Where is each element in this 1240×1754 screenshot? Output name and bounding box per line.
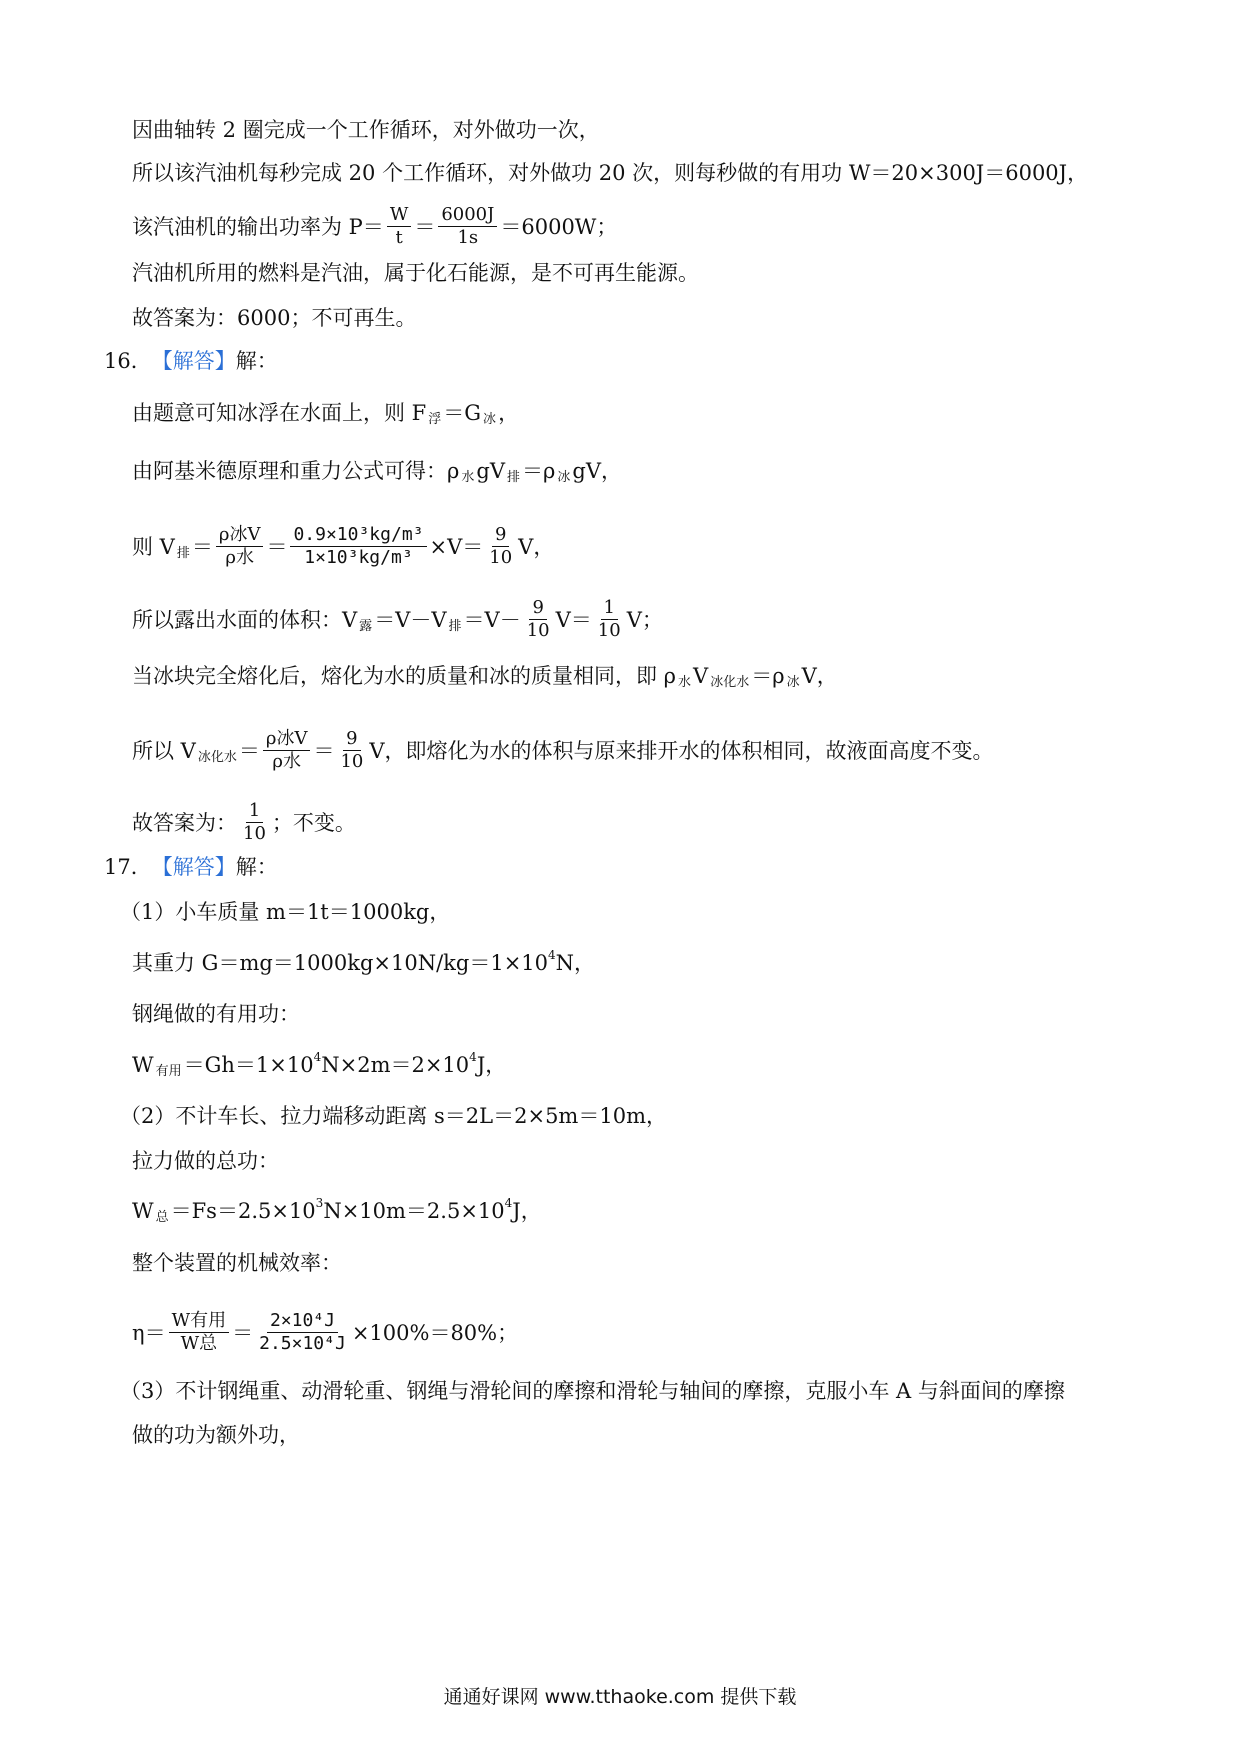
one-tenth-fraction — [595, 597, 624, 642]
equals-sign: ＝ — [313, 738, 335, 763]
subscript: 冰 — [483, 412, 497, 427]
frac-numerator: ρ冰V — [216, 524, 264, 547]
frac-numerator: 1 — [601, 597, 618, 620]
frac-numerator: 9 — [343, 728, 360, 751]
p16-line-2 — [132, 456, 622, 486]
p15-power-fraction — [387, 204, 412, 249]
subscript: 有用 — [155, 1064, 182, 1079]
frac-denominator: 1×10³kg/m³ — [304, 547, 413, 568]
text-run: 则 V — [132, 534, 175, 559]
equals-sign: ＝ — [266, 534, 288, 559]
p17-header — [104, 852, 278, 882]
density-ratio-fraction — [263, 728, 311, 773]
text-run: ＝ρ — [751, 664, 785, 688]
problem-number: 17． — [104, 855, 152, 879]
equals-sign: ＝ — [191, 534, 213, 559]
p15-line-2: 所以该汽油机每秒完成 20 个工作循环，对外做功 20 次，则每秒做的有用功 W＝20×300J＝6000J， — [132, 161, 1089, 185]
p15-l3-pre: 该汽油机的输出功率为 P＝ — [132, 214, 384, 239]
text-run: ；不变。 — [271, 810, 356, 835]
answer-tag: 【解答】 — [151, 349, 236, 373]
superscript: 4 — [313, 1050, 322, 1064]
text-run: V，即熔化为水的体积与原来排开水的体积相同，故液面高度不变。 — [369, 738, 994, 763]
subscript: 排 — [448, 618, 462, 634]
text-run: 由阿基米德原理和重力公式可得：ρ — [132, 459, 460, 483]
text-run: N， — [555, 951, 596, 975]
p17-line-6: 拉力做的总功： — [132, 1149, 279, 1173]
p17-line-3: 钢绳做的有用功： — [132, 1002, 300, 1026]
frac-numerator: ρ冰V — [263, 728, 311, 751]
superscript: 4 — [548, 948, 556, 962]
page-footer: 通通好课网 www.tthaoke.com 提供下载 — [443, 1686, 797, 1708]
p17-line-11: 做的功为额外功， — [132, 1423, 300, 1447]
frac-numerator: W有用 — [169, 1310, 230, 1333]
frac-denominator: 10 — [597, 620, 621, 641]
subscript: 浮 — [428, 412, 442, 427]
frac-denominator: 10 — [489, 547, 513, 568]
text-run: ＝V－ — [463, 607, 521, 632]
frac-numerator: W — [387, 204, 412, 227]
text-run: ＝Fs＝2.5×10 — [170, 1199, 316, 1223]
text-run: 由题意可知冰浮在水面上，则 F — [132, 401, 427, 425]
frac-denominator: ρ水 — [225, 547, 254, 568]
p16-line-4 — [132, 597, 663, 642]
frac-denominator: 10 — [526, 620, 550, 641]
text-run: ×100%＝80%； — [351, 1320, 519, 1345]
frac-numerator: 2×10⁴J — [267, 1310, 338, 1333]
text-run: ＝ρ — [522, 459, 556, 483]
text-run: V， — [801, 664, 838, 688]
p17-line-10: （3）不计钢绳重、动滑轮重、钢绳与滑轮间的摩擦和滑轮与轴间的摩擦，克服小车 A 与斜面间的摩擦 — [120, 1379, 1065, 1403]
density-ratio-fraction — [216, 524, 264, 569]
text-run: 故答案为： — [132, 810, 237, 835]
text-run: V， — [518, 534, 555, 559]
p16-line-6 — [132, 728, 994, 773]
superscript: 4 — [469, 1050, 477, 1064]
subscript: 冰 — [786, 675, 800, 690]
text-run: N×10m＝2.5×10 — [323, 1199, 505, 1223]
frac-denominator: t — [395, 227, 403, 248]
text-run: 其重力 G＝mg＝1000kg×10N/kg＝1×10 — [132, 951, 549, 975]
p17-line-5: （2）不计车长、拉力端移动距离 s＝2L＝2×5m＝10m， — [120, 1104, 667, 1128]
answer-tag-suffix: 解： — [235, 349, 278, 373]
subscript: 排 — [176, 545, 190, 561]
p17-line-9 — [132, 1310, 518, 1355]
p16-line-1 — [132, 398, 519, 428]
problem-number: 16． — [104, 349, 152, 373]
equals-sign: ＝ — [414, 214, 436, 239]
p16-line-5 — [132, 661, 838, 691]
frac-denominator: 1s — [457, 227, 479, 248]
equals-sign: ＝ — [232, 1320, 254, 1345]
subscript: 冰 — [557, 470, 571, 485]
efficiency-values-fraction — [256, 1310, 349, 1355]
subscript: 总 — [155, 1210, 169, 1225]
density-values-fraction — [290, 524, 426, 569]
text-run: ＝Gh＝1×10 — [183, 1053, 314, 1077]
efficiency-work-fraction — [169, 1310, 230, 1355]
subscript: 水 — [461, 470, 475, 485]
p15-line-3 — [132, 204, 617, 249]
frac-denominator: ρ水 — [272, 751, 301, 772]
text-run: J， — [512, 1199, 542, 1223]
text-run: V — [693, 664, 709, 688]
p15-line-4: 汽油机所用的燃料是汽油，属于化石能源，是不可再生能源。 — [132, 261, 699, 285]
nine-tenths-fraction — [486, 524, 515, 569]
text-run: 当冰块完全熔化后，熔化为水的质量和冰的质量相同，即 ρ — [132, 664, 677, 688]
superscript: 4 — [504, 1196, 513, 1210]
p16-line-3 — [132, 524, 554, 569]
p16-header — [104, 346, 278, 376]
text-run: V； — [626, 607, 663, 632]
text-run: η＝ — [132, 1320, 166, 1345]
text-run: gV — [476, 459, 505, 483]
p17-line-4 — [132, 1050, 506, 1080]
frac-denominator: 10 — [243, 823, 266, 844]
subscript: 水 — [678, 675, 692, 690]
subscript: 露 — [359, 618, 373, 634]
text-run: W — [132, 1053, 154, 1077]
answer-tag-suffix: 解： — [235, 855, 278, 879]
text-run: W — [132, 1199, 154, 1223]
frac-denominator: W总 — [180, 1333, 218, 1354]
text-run: J， — [476, 1053, 507, 1077]
p15-value-fraction — [438, 204, 497, 249]
text-run: 所以露出水面的体积：V — [132, 607, 358, 632]
text-run: ， — [498, 401, 520, 425]
subscript: 排 — [506, 470, 520, 485]
text-run: gV， — [572, 459, 622, 483]
nine-tenths-fraction — [524, 597, 553, 642]
p15-line-1: 因曲轴转 2 圈完成一个工作循环，对外做功一次， — [132, 118, 600, 142]
p15-line-5: 故答案为：6000；不可再生。 — [132, 306, 417, 330]
equals-sign: ＝ — [238, 738, 260, 763]
text-run: ＝G — [443, 401, 482, 425]
text-run: 所以 V — [132, 738, 196, 763]
frac-denominator: 10 — [340, 751, 364, 772]
superscript: 3 — [315, 1196, 324, 1210]
p17-line-7 — [132, 1196, 542, 1226]
p17-line-8: 整个装置的机械效率： — [132, 1251, 342, 1275]
frac-denominator: 2.5×10⁴J — [259, 1333, 346, 1354]
frac-numerator: 9 — [529, 597, 546, 620]
p16-line-7 — [132, 800, 356, 845]
subscript: 冰化水 — [197, 749, 237, 765]
one-tenth-fraction — [240, 800, 269, 845]
text-run: N×2m＝2×10 — [321, 1053, 470, 1077]
p15-l3-post: ＝6000W； — [500, 214, 618, 239]
frac-numerator: 1 — [246, 800, 263, 823]
text-run: ×V＝ — [429, 534, 484, 559]
text-run: ＝V－V — [374, 607, 447, 632]
frac-numerator: 6000J — [438, 204, 497, 227]
subscript: 冰化水 — [710, 675, 750, 690]
p17-line-1: （1）小车质量 m＝1t＝1000kg， — [120, 900, 451, 924]
answer-tag: 【解答】 — [151, 855, 236, 879]
frac-numerator: 0.9×10³kg/m³ — [290, 524, 426, 547]
nine-tenths-fraction — [337, 728, 366, 773]
p17-line-2 — [132, 948, 595, 978]
frac-numerator: 9 — [492, 524, 509, 547]
text-run: V＝ — [555, 607, 592, 632]
